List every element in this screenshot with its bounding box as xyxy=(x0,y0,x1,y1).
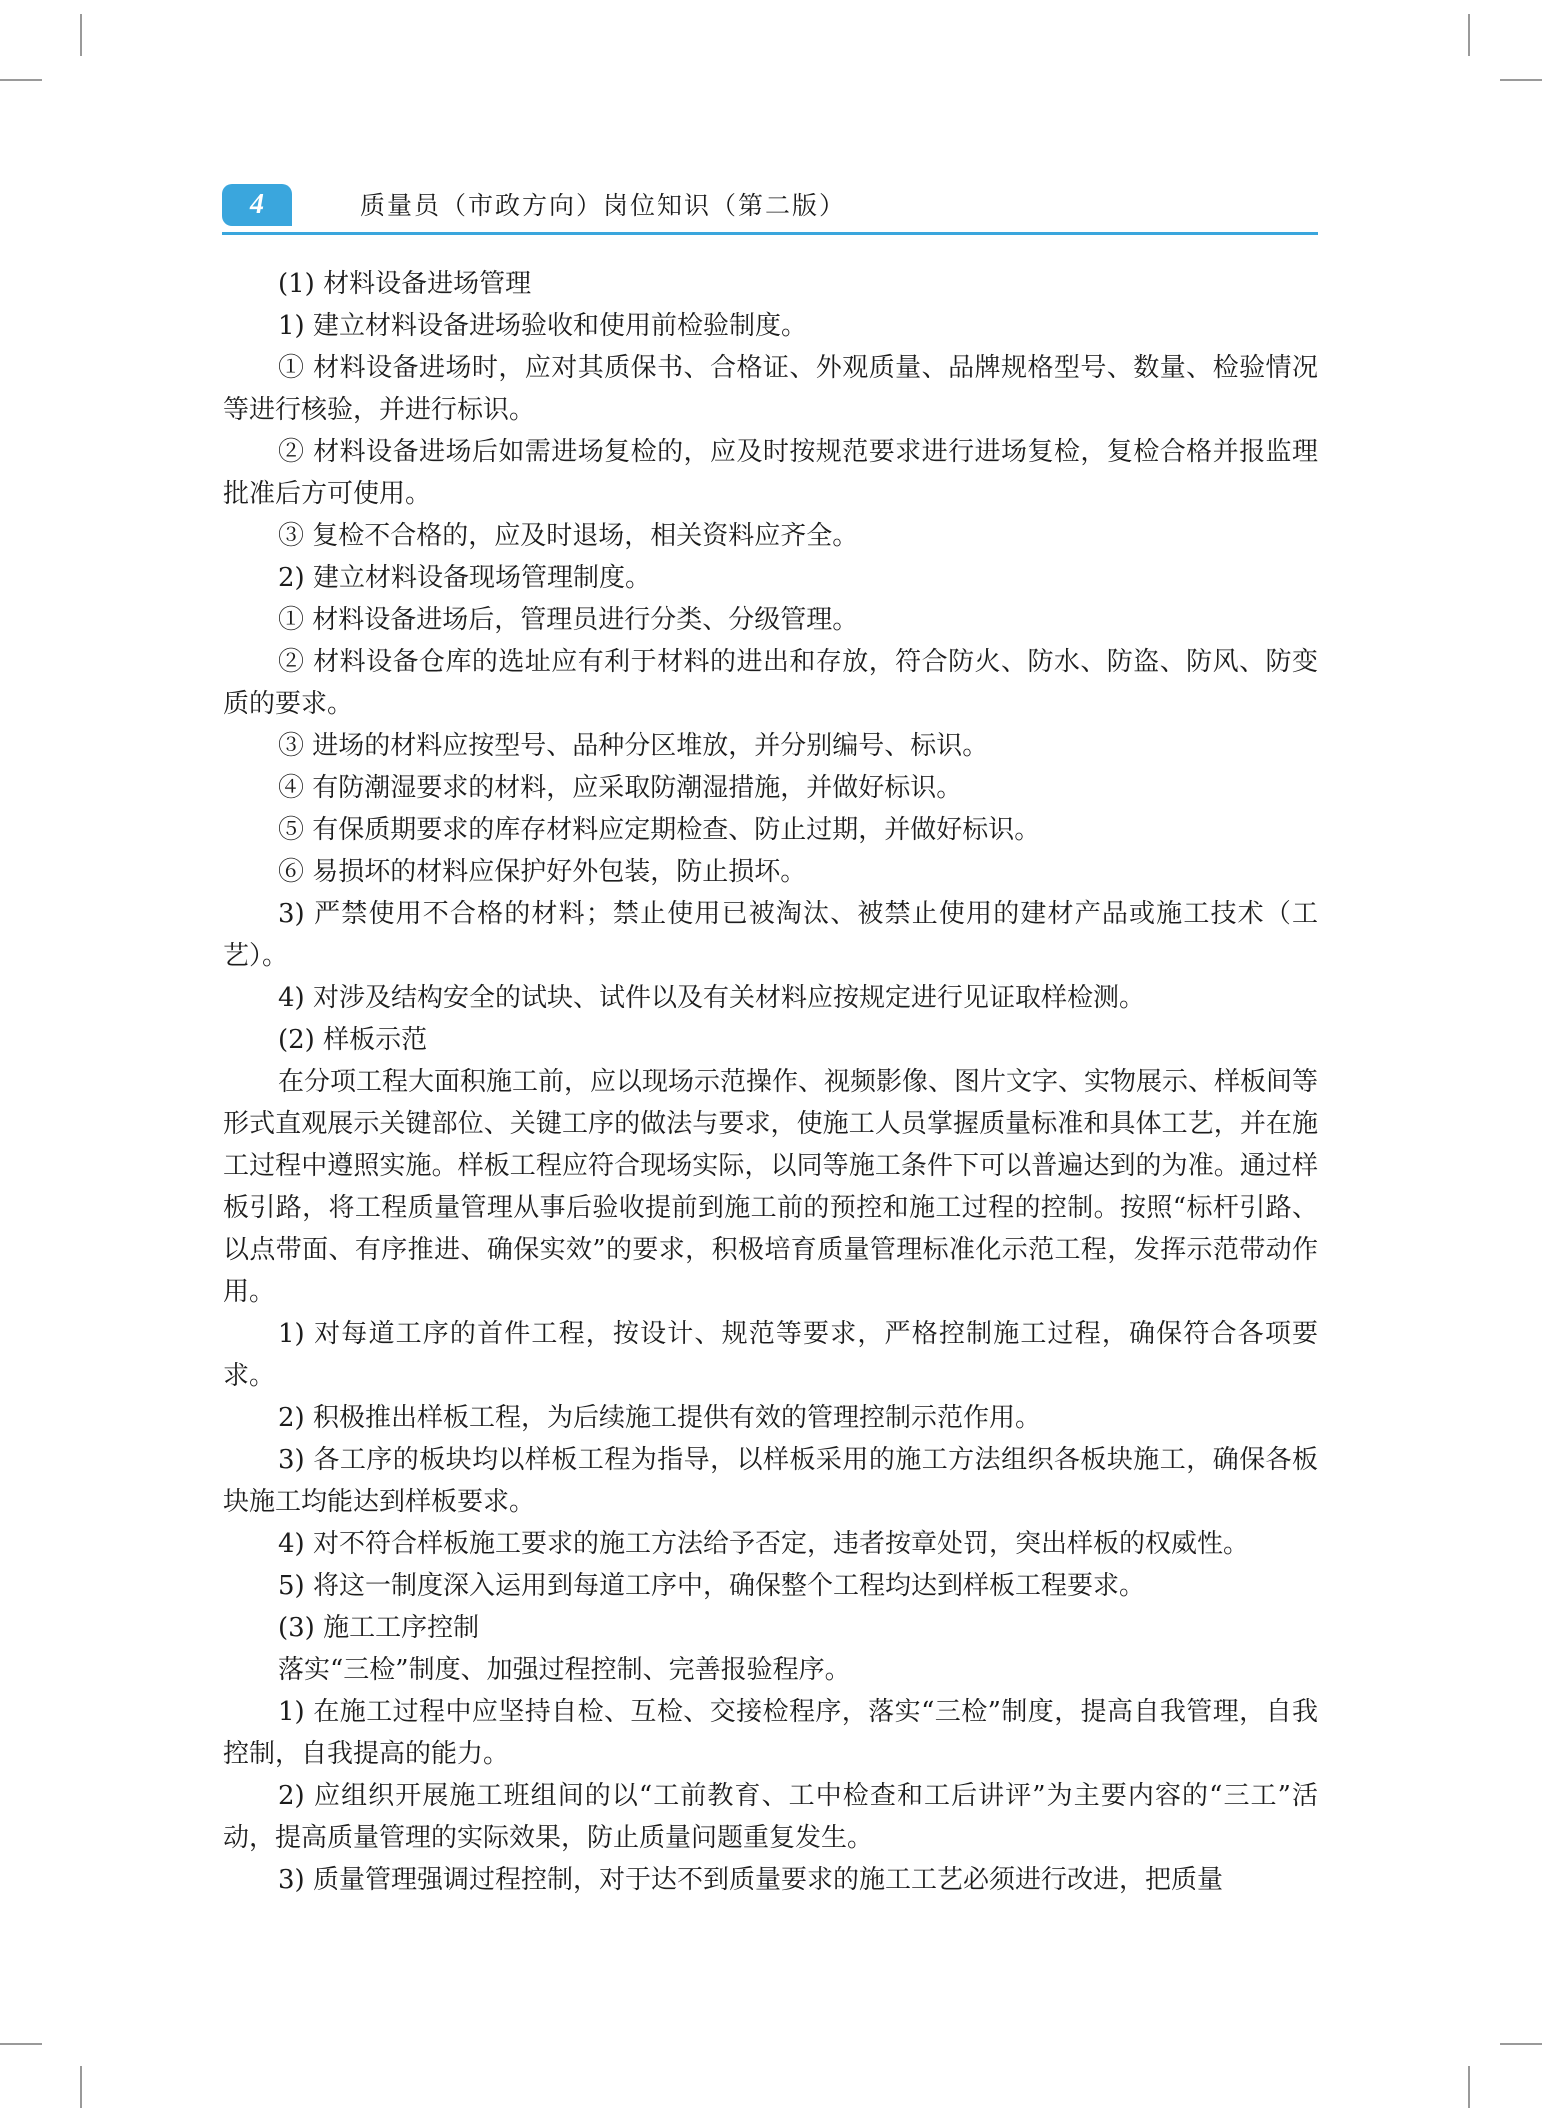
paragraph: ⑥ 易损坏的材料应保护好外包装，防止损坏。 xyxy=(278,857,807,887)
paragraph: ④ 有防潮湿要求的材料，应采取防潮湿措施，并做好标识。 xyxy=(278,773,963,803)
crop-mark-bottom-left-h xyxy=(0,2043,42,2045)
section-heading: (3) 施工工序控制 xyxy=(278,1613,480,1643)
paragraph: ③ 复检不合格的，应及时退场，相关资料应齐全。 xyxy=(278,521,859,551)
paragraph: 3) 各工序的板块均以样板工程为指导，以样板采用的施工方法组织各板块施工，确保各板块施工均能达到样板要求。 xyxy=(223,1445,1318,1517)
paragraph: ① 材料设备进场时，应对其质保书、合格证、外观质量、品牌规格型号、数量、检验情况等进行核验，并进行标识。 xyxy=(223,353,1318,425)
crop-mark-top-right-h xyxy=(1500,79,1542,81)
paragraph: 3) 质量管理强调过程控制，对于达不到质量要求的施工工艺必须进行改进，把质量 xyxy=(278,1865,1223,1895)
paragraph: 落实“三检”制度、加强过程控制、完善报验程序。 xyxy=(278,1655,851,1685)
page-number-badge: 4 xyxy=(222,184,292,226)
paragraph: ⑤ 有保质期要求的库存材料应定期检查、防止过期，并做好标识。 xyxy=(278,815,1041,845)
running-header xyxy=(222,184,1318,236)
paragraph: 3) 严禁使用不合格的材料；禁止使用已被淘汰、被禁止使用的建材产品或施工技术（工艺）。 xyxy=(223,899,1318,971)
body-text xyxy=(223,263,1318,1901)
paragraph: ③ 进场的材料应按型号、品种分区堆放，并分别编号、标识。 xyxy=(278,731,989,761)
paragraph: 1) 对每道工序的首件工程，按设计、规范等要求，严格控制施工过程，确保符合各项要求。 xyxy=(223,1319,1318,1391)
book-title: 质量员（市政方向）岗位知识（第二版） xyxy=(360,191,847,220)
paragraph: 2) 建立材料设备现场管理制度。 xyxy=(278,563,651,593)
paragraph: 在分项工程大面积施工前，应以现场示范操作、视频影像、图片文字、实物展示、样板间等形式直观展示关键部位、关键工序的做法与要求，使施工人员掌握质量标准和具体工艺，并在施工过程中遵照实施。样板工程应符合现场实际，以同等施工条件下可以普遍达到的为准。通过样板引路，将工程质量管理从事后验收提前到施工前的预控和施工过程的控制。按照“标杆引路、以点带面、有序推进、确保实效”的要求，积极培育质量管理标准化示范工程，发挥示范带动作用。 xyxy=(223,1067,1319,1307)
crop-mark-top-left xyxy=(80,14,82,56)
paragraph: 4) 对涉及结构安全的试块、试件以及有关材料应按规定进行见证取样检测。 xyxy=(278,983,1145,1013)
crop-mark-bottom-left xyxy=(80,2066,82,2108)
paragraph: ① 材料设备进场后，管理员进行分类、分级管理。 xyxy=(278,605,859,635)
header-rule xyxy=(222,232,1318,235)
crop-mark-top-right xyxy=(1468,14,1470,56)
section-heading: (1) 材料设备进场管理 xyxy=(278,269,532,299)
paragraph: 1) 建立材料设备进场验收和使用前检验制度。 xyxy=(278,311,807,341)
paragraph: 2) 积极推出样板工程，为后续施工提供有效的管理控制示范作用。 xyxy=(278,1403,1041,1433)
section-heading: (2) 样板示范 xyxy=(278,1025,428,1055)
paragraph: 1) 在施工过程中应坚持自检、互检、交接检程序，落实“三检”制度，提高自我管理，自我控制，自我提高的能力。 xyxy=(223,1697,1318,1769)
paragraph: 5) 将这一制度深入运用到每道工序中，确保整个工程均达到样板工程要求。 xyxy=(278,1571,1145,1601)
paragraph: ② 材料设备进场后如需进场复检的，应及时按规范要求进行进场复检，复检合格并报监理批准后方可使用。 xyxy=(223,437,1318,509)
paragraph: ② 材料设备仓库的选址应有利于材料的进出和存放，符合防火、防水、防盗、防风、防变质的要求。 xyxy=(223,647,1318,719)
paragraph: 4) 对不符合样板施工要求的施工方法给予否定，违者按章处罚，突出样板的权威性。 xyxy=(278,1529,1249,1559)
crop-mark-bottom-right xyxy=(1468,2066,1470,2108)
crop-mark-top-left-h xyxy=(0,79,42,81)
paragraph: 2) 应组织开展施工班组间的以“工前教育、工中检查和工后讲评”为主要内容的“三工”活动，提高质量管理的实际效果，防止质量问题重复发生。 xyxy=(223,1781,1318,1853)
crop-mark-bottom-right-h xyxy=(1500,2043,1542,2045)
